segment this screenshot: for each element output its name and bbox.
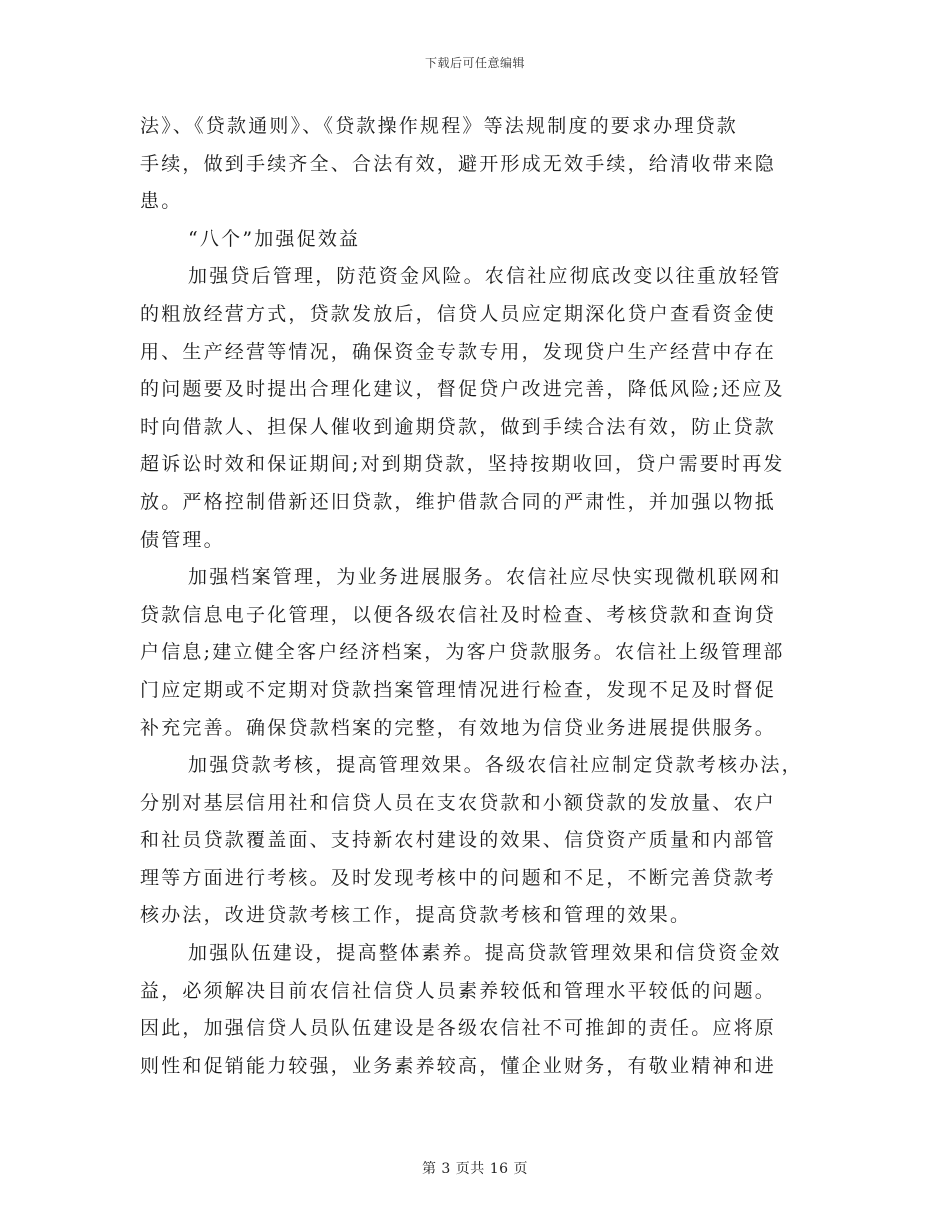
text-line: 因此，加强信贷人员队伍建设是各级农信社不可推卸的责任。应将原 — [140, 1017, 777, 1040]
text-line: 患。 — [140, 190, 183, 213]
text-line: 户信息;建立健全客户经济档案，为客户贷款服务。农信社上级管理部 — [140, 641, 785, 664]
text-line: 理等方面进行考核。及时发现考核中的问题和不足，不断完善贷款考 — [140, 866, 777, 889]
document-body — [140, 108, 810, 1085]
text-line: 分别对基层信用社和信贷人员在支农贷款和小额贷款的发放量、农户 — [140, 791, 777, 814]
paragraph-start: 加强贷后管理，防范资金风险。农信社应彻底改变以往重放轻管 — [188, 265, 782, 288]
text-line: 的粗放经营方式，贷款发放后，信贷人员应定期深化贷户查看资金使 — [140, 302, 777, 325]
text-line: 和社员贷款覆盖面、支持新农村建设的效果、信贷资产质量和内部管 — [140, 829, 777, 852]
text-line: 核办法，改进贷款考核工作，提高贷款考核和管理的效果。 — [140, 904, 692, 927]
text-line: 债管理。 — [140, 528, 225, 551]
page-header: 下载后可任意编辑 — [424, 56, 525, 70]
text-line: 超诉讼时效和保证期间;对到期贷款，坚持按期收回，贷户需要时再发 — [140, 453, 785, 476]
text-line: 益，必须解决目前农信社信贷人员素养较低和管理水平较低的问题。 — [140, 979, 777, 1002]
text-line: 手续，做到手续齐全、合法有效，避开形成无效手续，给清收带来隐 — [140, 152, 777, 175]
paragraph-start: 加强档案管理，为业务进展服务。农信社应尽快实现微机联网和 — [188, 566, 782, 589]
section-heading: “八个”加强促效益 — [188, 227, 361, 250]
text-line: 的问题要及时提出合理化建议，督促贷户改进完善，降低风险;还应及 — [140, 378, 785, 401]
page-number: 第 3 页共 16 页 — [421, 1161, 529, 1177]
text-line: 用、生产经营等情况，确保资金专款专用，发现贷户生产经营中存在 — [140, 340, 777, 363]
text-line: 法》、《贷款通则》、《贷款操作规程》等法规制度的要求办理贷款 — [140, 115, 739, 137]
text-line: 贷款信息电子化管理，以便各级农信社及时检查、考核贷款和查询贷 — [140, 603, 777, 626]
text-line: 时向借款人、担保人催收到逾期贷款，做到手续合法有效，防止贷款 — [140, 415, 777, 438]
text-line: 补充完善。确保贷款档案的完整，有效地为信贷业务进展提供服务。 — [140, 716, 777, 739]
text-line: 放。严格控制借新还旧贷款，维护借款合同的严肃性，并加强以物抵 — [140, 490, 777, 513]
text-line: 则性和促销能力较强，业务素养较高，懂企业财务，有敬业精神和进 — [140, 1054, 777, 1077]
paragraph-start: 加强队伍建设，提高整体素养。提高贷款管理效果和信贷资金效 — [188, 942, 782, 965]
paragraph-start: 加强贷款考核，提高管理效果。各级农信社应制定贷款考核办法， — [188, 754, 803, 777]
text-line: 门应定期或不定期对贷款挡案管理情况进行检查，发现不足及时督促 — [140, 678, 777, 701]
